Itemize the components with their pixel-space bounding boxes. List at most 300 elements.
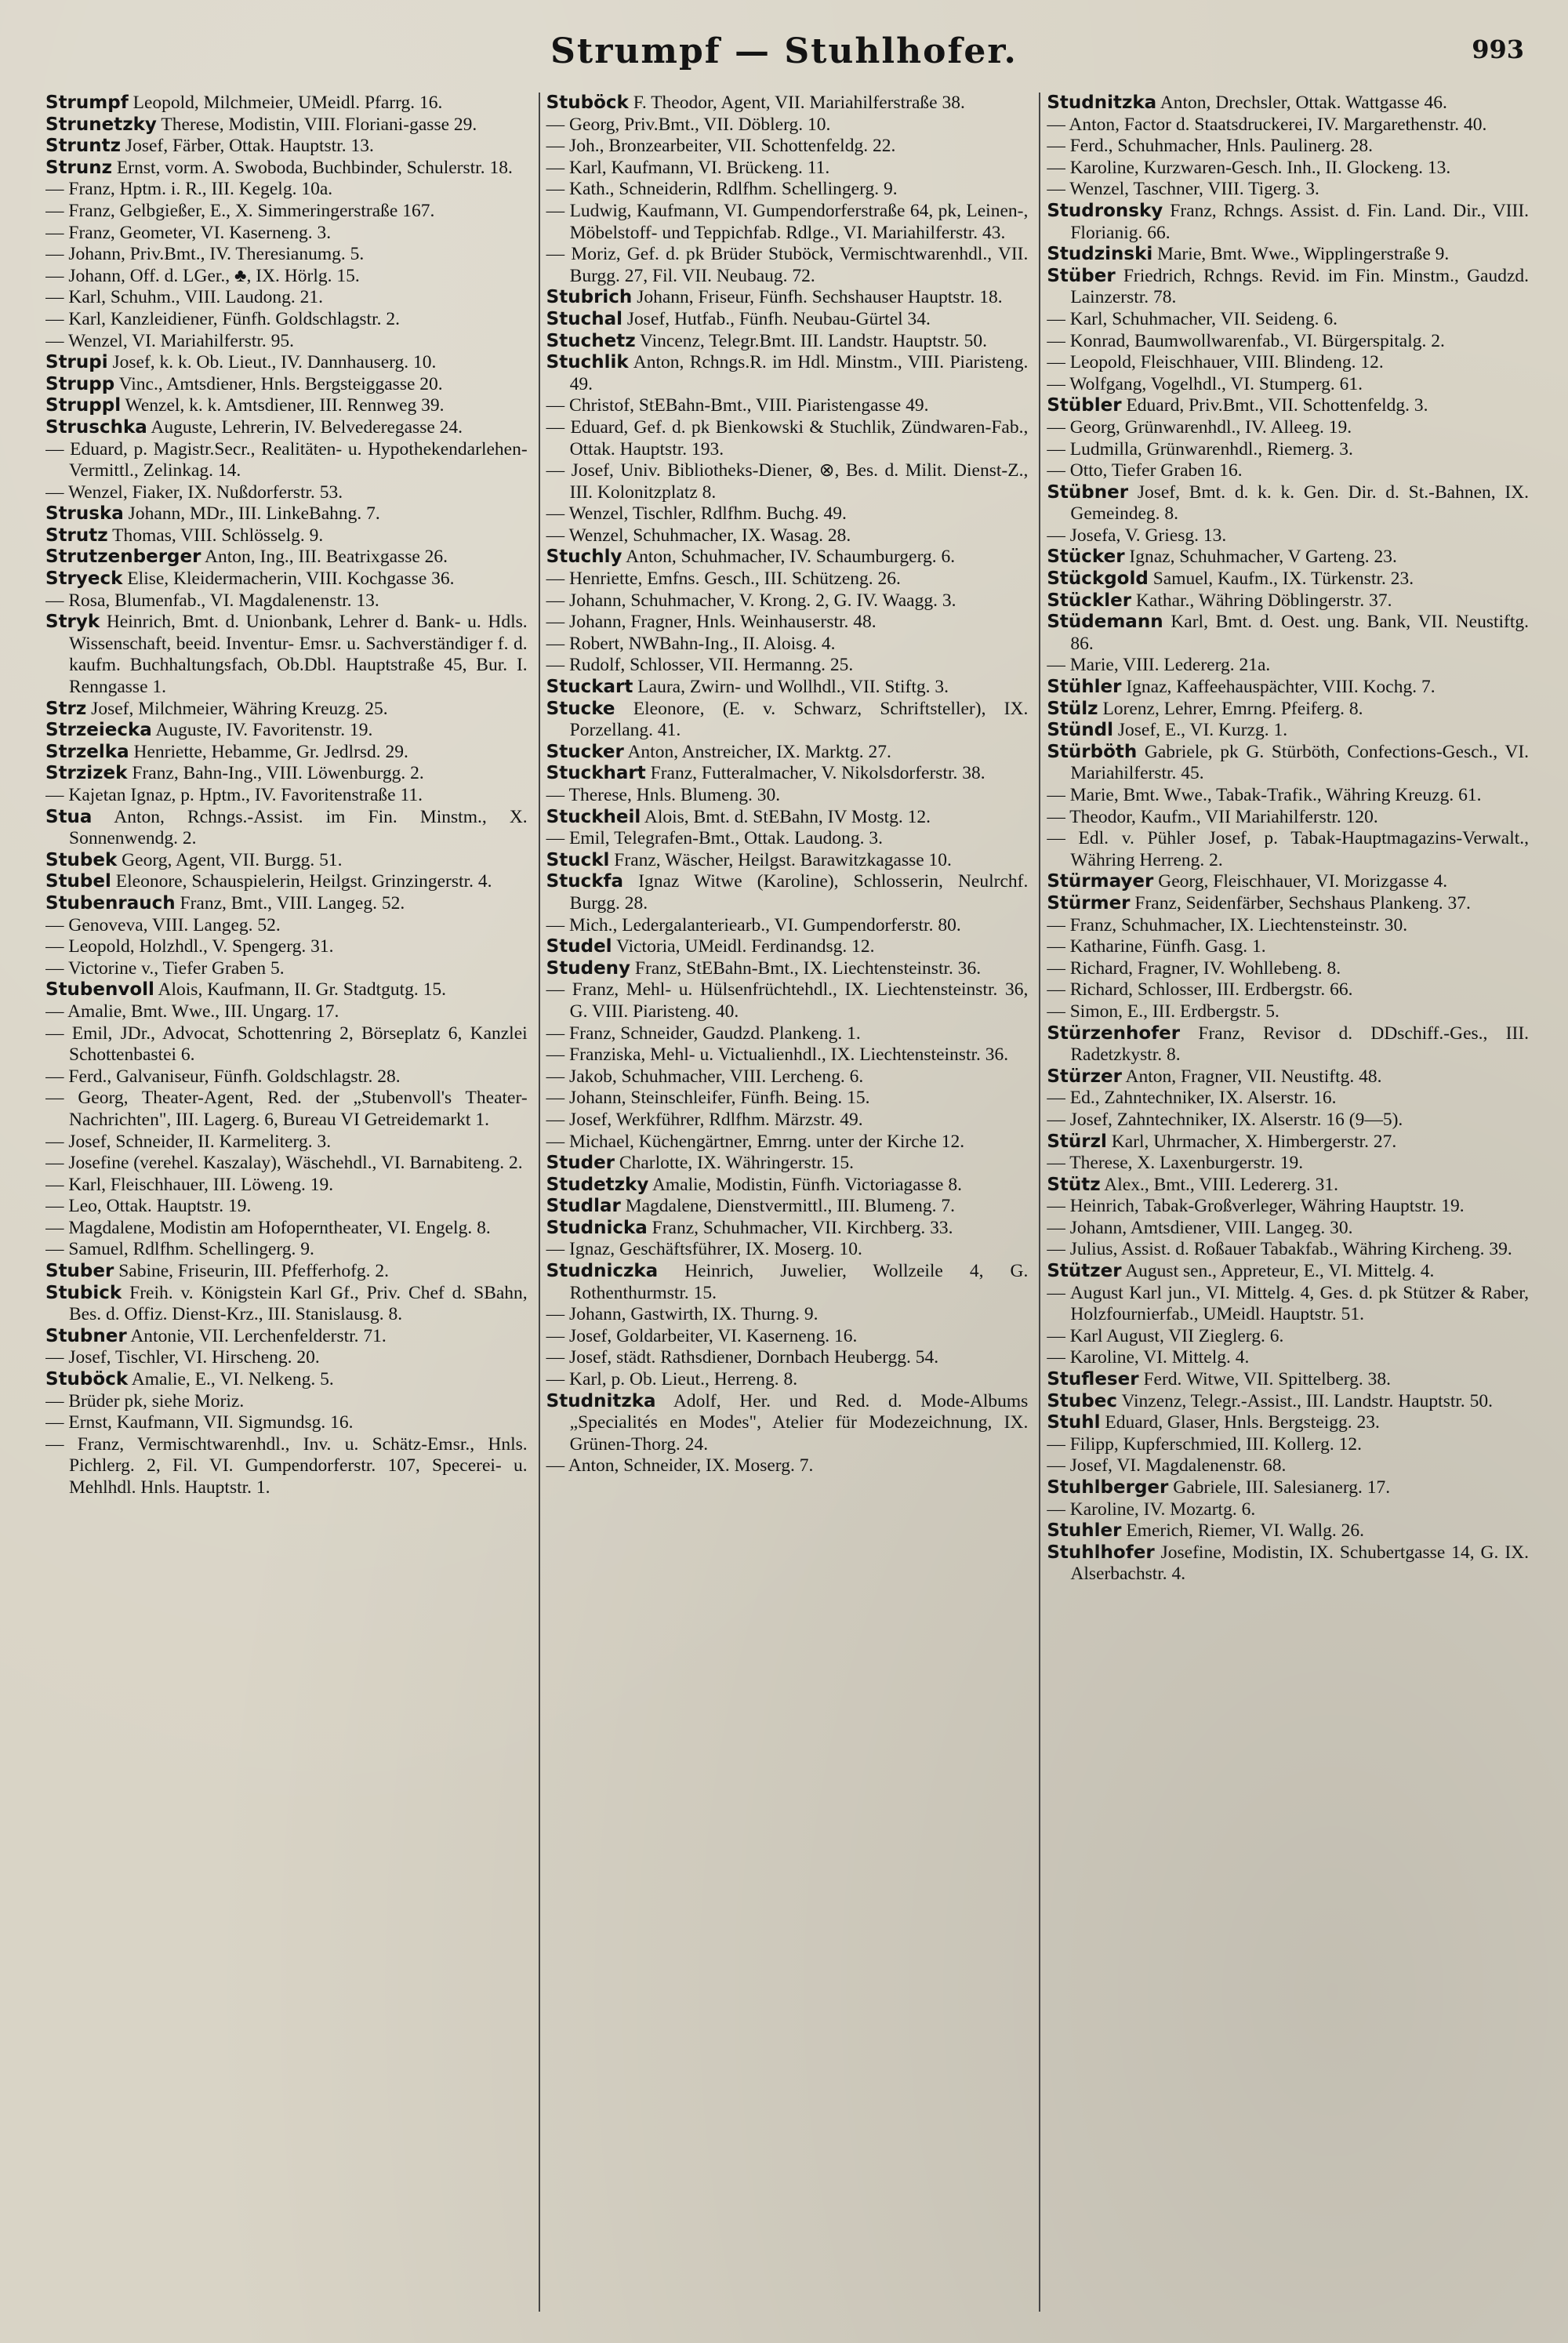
entry-surname: Stürmer: [1047, 892, 1131, 914]
directory-entry: [546, 807, 1029, 829]
directory-entry: [45, 1218, 528, 1240]
directory-entry: [45, 1434, 528, 1499]
entry-surname: Stückler: [1047, 590, 1132, 611]
entry-surname: Studronsky: [1047, 200, 1163, 221]
directory-entry: [546, 590, 1029, 612]
entry-details: — Filipp, Kupferschmied, III. Kollerg. 12.: [1047, 1433, 1362, 1455]
directory-entry: [546, 114, 1029, 136]
directory-entry: [546, 395, 1029, 417]
directory-entry: [1047, 1088, 1529, 1110]
entry-details: — Edl. v. Pühler Josef, p. Tabak-Hauptmagazins-Verwalt., Währing Herreng. 2.: [1047, 828, 1530, 870]
entry-details: Therese, Modistin, VIII. Floriani-gasse 29.: [161, 114, 477, 135]
entry-details: — Brüder pk, siehe Moriz.: [45, 1390, 245, 1411]
entry-details: — Josef, Goldarbeiter, VI. Kaserneng. 16.: [546, 1325, 858, 1346]
directory-entry: [45, 114, 528, 136]
directory-entry: [45, 936, 528, 958]
entry-details: — Franz, Vermischtwarenhdl., Inv. u. Schätz-Emsr., Hnls. Pichlerg. 2, Fil. VI. Gumpendorferstr. 107, Specerei- u. Mehlhdl. Hnls. Hauptstr. 1.: [45, 1433, 528, 1498]
directory-entry: [1047, 525, 1529, 547]
entry-surname: Stuchetz: [546, 330, 636, 351]
entry-details: Friedrich, Rchngs. Revid. im Fin. Minstm., Gaudzd. Lainzerstr. 78.: [1070, 265, 1530, 308]
directory-entry: [45, 1261, 528, 1283]
directory-entry: [45, 763, 528, 785]
entry-surname: Stuber: [45, 1261, 114, 1282]
entry-surname: Stücker: [1047, 547, 1125, 568]
entry-details: — Karl, p. Ob. Lieut., Herreng. 8.: [546, 1369, 798, 1390]
entry-details: Franz, Bahn-Ing., VIII. Löwenburgg. 2.: [132, 763, 424, 784]
entry-details: — Leopold, Fleischhauer, VIII. Blindeng. 12.: [1047, 352, 1384, 373]
page-header: [0, 31, 1568, 86]
entry-details: — Karoline, Kurzwaren-Gesch. Inh., II. Glockeng. 13.: [1047, 157, 1451, 178]
directory-entry: [1047, 893, 1529, 915]
entry-details: — Josef, Tischler, VI. Hirscheng. 20.: [45, 1347, 320, 1368]
entry-details: Lorenz, Lehrer, Emrng. Pfeiferg. 8.: [1102, 698, 1363, 719]
directory-entry: [45, 979, 528, 1001]
entry-details: — Josef, Schneider, II. Karmeliterg. 3.: [45, 1131, 332, 1152]
directory-entry: [45, 1283, 528, 1326]
entry-details: — Richard, Fragner, IV. Wohllebeng. 8.: [1047, 957, 1341, 979]
entry-details: Alois, Kaufmann, II. Gr. Stadtgutg. 15.: [158, 979, 447, 1001]
entry-details: Ignaz Witwe (Karoline), Schlosserin, Neulrchf. Burgg. 28.: [569, 871, 1029, 914]
entry-details: — Franz, Schneider, Gaudzd. Plankeng. 1.: [546, 1023, 861, 1044]
entry-surname: Strupi: [45, 352, 108, 373]
directory-entry: [1047, 677, 1529, 699]
entry-details: Heinrich, Juwelier, Wollzeile 4, G. Rothenthurmstr. 15.: [569, 1261, 1029, 1303]
directory-entry: [546, 93, 1029, 114]
entry-details: — Josef, Univ. Bibliotheks-Diener, ⊗, Bes. d. Milit. Dienst-Z., III. Kolonitzplatz 8.: [546, 460, 1029, 503]
entry-details: — Wenzel, Taschner, VIII. Tigerg. 3.: [1047, 179, 1319, 200]
entry-surname: Strutzenberger: [45, 547, 201, 568]
entry-details: Antonie, VII. Lerchenfelderstr. 71.: [130, 1325, 387, 1346]
directory-entry: [546, 525, 1029, 547]
directory-entry: [1047, 568, 1529, 590]
entry-details: — Ernst, Kaufmann, VII. Sigmundsg. 16.: [45, 1412, 354, 1433]
directory-entry: [546, 612, 1029, 634]
directory-entry: [45, 807, 528, 850]
entry-details: Josef, Bmt. d. k. k. Gen. Dir. d. St.-Bahnen, IX. Gemeindeg. 8.: [1070, 481, 1530, 525]
directory-entry: [546, 1218, 1029, 1240]
directory-entry: [1047, 1110, 1529, 1132]
directory-entry: [45, 1391, 528, 1413]
entry-details: — Ferd., Galvaniseur, Fünfh. Goldschlagstr. 28.: [45, 1066, 401, 1087]
directory-entry: [45, 525, 528, 547]
entry-surname: Studetzky: [546, 1174, 649, 1195]
entry-surname: Stuckart: [546, 677, 633, 698]
entry-details: — Henriette, Emfns. Gesch., III. Schützeng. 26.: [546, 568, 901, 590]
directory-entry: [546, 699, 1029, 742]
directory-entry: [45, 395, 528, 417]
directory-entry: [1047, 114, 1529, 136]
directory-entry: [1047, 699, 1529, 721]
directory-entry: [45, 590, 528, 612]
directory-entry: [1047, 785, 1529, 807]
directory-entry: [1047, 1218, 1529, 1240]
directory-entry: [45, 720, 528, 742]
entry-details: — Therese, X. Laxenburgerstr. 19.: [1047, 1153, 1304, 1174]
entry-details: — Josef, Werkführer, Rdlfhm. Märzstr. 49.: [546, 1109, 863, 1130]
entry-details: Josef, k. k. Ob. Lieut., IV. Dannhauserg. 10.: [112, 352, 437, 373]
entry-surname: Strunz: [45, 157, 113, 178]
entry-surname: Strz: [45, 698, 87, 719]
entry-details: Josef, Milchmeier, Währing Kreuzg. 25.: [91, 698, 388, 719]
entry-details: Ernst, vorm. A. Swoboda, Buchbinder, Schulerstr. 18.: [116, 157, 513, 178]
directory-entry: [1047, 1391, 1529, 1413]
entry-details: Emerich, Riemer, VI. Wallg. 26.: [1126, 1520, 1365, 1542]
entry-details: — Josefine (verehel. Kaszalay), Wäschehdl., VI. Barnabiteng. 2.: [45, 1153, 523, 1174]
directory-entry: [1047, 1434, 1529, 1456]
entry-details: — Kajetan Ignaz, p. Hptm., IV. Favoritenstraße 11.: [45, 785, 423, 805]
page-number: 993: [1472, 35, 1524, 64]
directory-entry: [45, 1326, 528, 1348]
entry-details: — Ludwig, Kaufmann, VI. Gumpendorferstraße 64, pk, Leinen-, Möbelstoff- und Teppichfab. Rdlge., VI. Mariahilferstr. 43.: [546, 200, 1029, 243]
entry-surname: Stülz: [1047, 698, 1098, 719]
entry-surname: Stua: [45, 806, 93, 827]
directory-entry: [546, 1239, 1029, 1261]
directory-entry: [45, 201, 528, 223]
directory-entry: [546, 136, 1029, 158]
entry-details: — Richard, Schlosser, III. Erdbergstr. 66.: [1047, 979, 1353, 1001]
directory-entry: [1047, 590, 1529, 612]
entry-details: — Magdalene, Modistin am Hofoperntheater, VI. Engelg. 8.: [45, 1217, 491, 1238]
entry-details: — Genoveva, VIII. Langeg. 52.: [45, 914, 281, 935]
entry-details: Vincenz, Telegr.Bmt. III. Landstr. Hauptstr. 50.: [640, 330, 987, 351]
directory-entry: [546, 1304, 1029, 1326]
entry-details: — Franz, Geometer, VI. Kaserneng. 3.: [45, 222, 332, 243]
directory-entry: [45, 136, 528, 158]
entry-surname: Stuhl: [1047, 1412, 1101, 1433]
directory-entry: [1047, 1023, 1529, 1066]
entry-details: Johann, Friseur, Fünfh. Sechshauser Hauptstr. 18.: [637, 287, 1003, 308]
directory-entry: [1047, 936, 1529, 958]
entry-details: Anton, Schuhmacher, IV. Schaumburgerg. 6.: [626, 547, 956, 568]
entry-details: — Rosa, Blumenfab., VI. Magdalenenstr. 13.: [45, 590, 379, 611]
entry-details: — Victorine v., Tiefer Graben 5.: [45, 957, 285, 979]
entry-details: Kathar., Währing Döblingerstr. 37.: [1135, 590, 1392, 611]
directory-entry: [1047, 1066, 1529, 1088]
entry-surname: Stubner: [45, 1325, 127, 1346]
directory-entry: [1047, 1239, 1529, 1261]
directory-entry: [45, 417, 528, 439]
directory-entry: [45, 1369, 528, 1391]
entry-details: — Karl, Kanzleidiener, Fünfh. Goldschlagstr. 2.: [45, 308, 400, 329]
entry-details: Franz, Wäscher, Heilgst. Barawitzkagasse 10.: [614, 849, 952, 870]
entry-surname: Struschka: [45, 416, 147, 438]
entry-details: Anton, Drechsler, Ottak. Wattgasse 46.: [1160, 93, 1447, 113]
directory-entry: [45, 1132, 528, 1153]
entry-details: Franz, Seidenfärber, Sechshaus Plankeng. 37.: [1134, 892, 1471, 914]
directory-entry: [45, 1088, 528, 1131]
entry-surname: Strutz: [45, 525, 108, 546]
directory-entry: [45, 266, 528, 288]
entry-surname: Strzizek: [45, 763, 128, 784]
directory-entry: [45, 93, 528, 114]
entry-details: — Franz, Hptm. i. R., III. Kegelg. 10a.: [45, 179, 333, 200]
entry-details: — Samuel, Rdlfhm. Schellingerg. 9.: [45, 1239, 314, 1260]
entry-details: Vinc., Amtsdiener, Hnls. Bergsteiggasse 20.: [118, 373, 443, 394]
entry-surname: Stubek: [45, 849, 118, 870]
entry-details: Franz, Bmt., VIII. Langeg. 52.: [180, 892, 405, 914]
page-title: Strumpf — Stuhlhofer.: [550, 31, 1018, 71]
directory-entry: [546, 958, 1029, 980]
entry-surname: Stucke: [546, 698, 615, 719]
directory-entry: [1047, 1326, 1529, 1348]
directory-entry: [45, 958, 528, 980]
directory-entry: [546, 828, 1029, 850]
directory-entry: [1047, 179, 1529, 201]
directory-entry: [546, 915, 1029, 937]
directory-entry: [1047, 266, 1529, 309]
entry-surname: Stürzenhofer: [1047, 1023, 1181, 1044]
entry-details: — Leo, Ottak. Hauptstr. 19.: [45, 1196, 252, 1217]
column-1: [45, 93, 528, 2312]
entry-details: — Eduard, p. Magistr.Secr., Realitäten- u. Hypothekendarlehen-Vermittl., Zelinkag. 14.: [45, 438, 528, 481]
entry-surname: Stuckfa: [546, 871, 624, 892]
directory-entry: [45, 568, 528, 590]
directory-entry: [1047, 979, 1529, 1001]
entry-details: — Anton, Factor d. Staatsdruckerei, IV. Margarethenstr. 40.: [1047, 114, 1487, 135]
directory-entry: [546, 331, 1029, 353]
entry-details: — Josef, VI. Magdalenenstr. 68.: [1047, 1455, 1287, 1477]
entry-surname: Stuböck: [546, 93, 629, 113]
entry-details: Josefine, Modistin, IX. Schubertgasse 14, G. IX. Alserbachstr. 4.: [1070, 1542, 1530, 1585]
directory-entry: [546, 677, 1029, 699]
entry-details: Leopold, Milchmeier, UMeidl. Pfarrg. 16.: [132, 93, 443, 113]
directory-entry: [1047, 871, 1529, 893]
directory-entry: [546, 1132, 1029, 1153]
directory-entry: [546, 1369, 1029, 1391]
directory-entry: [546, 1391, 1029, 1456]
entry-surname: Strumpf: [45, 93, 129, 113]
directory-entry: [546, 352, 1029, 395]
directory-entry: [45, 850, 528, 872]
entry-details: — Jakob, Schuhmacher, VIII. Lercheng. 6.: [546, 1066, 864, 1087]
directory-entry: [45, 547, 528, 568]
entry-details: — Karl, Kaufmann, VI. Brückeng. 11.: [546, 157, 830, 178]
directory-entry: [546, 1326, 1029, 1348]
directory-entry: [1047, 828, 1529, 871]
directory-entry: [45, 503, 528, 525]
entry-surname: Stryeck: [45, 568, 123, 590]
entry-details: — Michael, Küchengärtner, Emrng. unter der Kirche 12.: [546, 1131, 965, 1152]
directory-entry: [1047, 1542, 1529, 1586]
entry-details: Eleonore, Schauspielerin, Heilgst. Grinzingerstr. 4.: [115, 871, 492, 892]
entry-surname: Stützer: [1047, 1261, 1122, 1282]
entry-surname: Stürzer: [1047, 1066, 1122, 1087]
entry-surname: Stubec: [1047, 1390, 1117, 1411]
directory-entry: [1047, 1132, 1529, 1153]
directory-entry: [45, 871, 528, 893]
entry-details: Josef, Hutfab., Fünfh. Neubau-Gürtel 34.: [626, 308, 931, 329]
directory-entry: [546, 742, 1029, 764]
entry-details: Eduard, Priv.Bmt., VII. Schottenfeldg. 3.: [1126, 395, 1428, 416]
entry-details: Johann, MDr., III. LinkeBahng. 7.: [128, 503, 380, 525]
directory-entry: [1047, 374, 1529, 396]
entry-details: — Johann, Fragner, Hnls. Weinhauserstr. 48.: [546, 612, 877, 633]
entry-details: — Rudolf, Schlosser, VII. Hermanng. 25.: [546, 655, 854, 676]
entry-surname: Struppl: [45, 395, 122, 416]
entry-details: — Johann, Schuhmacher, V. Krong. 2, G. IV. Waagg. 3.: [546, 590, 956, 611]
entry-details: — Georg, Theater-Agent, Red. der „Stubenvoll's Theater-Nachrichten", III. Lagerg. 6, Bureau VI Getreidemarkt 1.: [45, 1088, 528, 1130]
entry-surname: Strupp: [45, 373, 115, 394]
entry-surname: Stuckl: [546, 849, 610, 870]
entry-details: Auguste, IV. Favoritenstr. 19.: [155, 720, 373, 741]
directory-entry: [45, 439, 528, 482]
entry-surname: Stuchal: [546, 308, 623, 329]
directory-entry: [1047, 915, 1529, 937]
entry-details: Charlotte, IX. Währingerstr. 15.: [619, 1153, 855, 1174]
entry-surname: Stühler: [1047, 677, 1122, 698]
entry-details: Franz, Futteralmacher, V. Nikolsdorferstr. 38.: [650, 763, 985, 784]
entry-surname: Stucker: [546, 741, 624, 762]
entry-details: — Karl, Schuhm., VIII. Laudong. 21.: [45, 287, 323, 308]
entry-details: — Franziska, Mehl- u. Victualienhdl., IX. Liechtensteinstr. 36.: [546, 1044, 1009, 1066]
entry-details: — Otto, Tiefer Graben 16.: [1047, 460, 1243, 481]
entry-details: Ferd. Witwe, VII. Spittelberg. 38.: [1143, 1369, 1392, 1390]
entry-details: Anton, Ing., III. Beatrixgasse 26.: [205, 547, 448, 568]
directory-entry: [1047, 958, 1529, 980]
entry-details: — Ignaz, Geschäftsführer, IX. Moserg. 10.: [546, 1239, 862, 1260]
entry-details: Josef, Färber, Ottak. Hauptstr. 13.: [125, 136, 374, 157]
entry-surname: Stütz: [1047, 1174, 1101, 1195]
entry-details: — Johann, Gastwirth, IX. Thurng. 9.: [546, 1304, 818, 1325]
entry-details: — Wenzel, Schuhmacher, IX. Wasag. 28.: [546, 525, 851, 546]
directory-columns: [45, 93, 1529, 2312]
directory-entry: [1047, 720, 1529, 742]
entry-details: — Simon, E., III. Erdbergstr. 5.: [1047, 1001, 1279, 1022]
entry-details: — Johann, Off. d. LGer., ♣, IX. Hörlg. 15.: [45, 265, 360, 286]
directory-entry: [546, 460, 1029, 503]
entry-details: — Mich., Ledergalanteriearb., VI. Gumpendorferstr. 80.: [546, 914, 961, 935]
entry-surname: Stückgold: [1047, 568, 1149, 590]
entry-details: — Anton, Schneider, IX. Moserg. 7.: [546, 1455, 814, 1477]
directory-entry: [546, 309, 1029, 331]
directory-entry: [546, 936, 1029, 958]
directory-entry: [1047, 1455, 1529, 1477]
entry-details: Freih. v. Königstein Karl Gf., Priv. Chef d. SBahn, Bes. d. Offiz. Dienst-Krz., III. Stanislausg. 8.: [69, 1282, 528, 1325]
directory-entry: [45, 1001, 528, 1023]
entry-surname: Struntz: [45, 136, 122, 157]
directory-entry: [546, 1347, 1029, 1369]
entry-details: Sabine, Friseurin, III. Pfefferhofg. 2.: [118, 1261, 390, 1282]
directory-entry: [546, 1023, 1029, 1045]
entry-surname: Stubenrauch: [45, 892, 176, 914]
directory-entry: [45, 374, 528, 396]
entry-surname: Stuhlhofer: [1047, 1542, 1155, 1563]
directory-entry: [1047, 482, 1529, 525]
directory-entry: [1047, 244, 1529, 266]
directory-entry: [546, 244, 1029, 287]
directory-entry: [546, 179, 1029, 201]
entry-details: — Ludmilla, Grünwarenhdl., Riemerg. 3.: [1047, 438, 1353, 460]
entry-details: — Karoline, VI. Mittelg. 4.: [1047, 1347, 1250, 1368]
entry-details: — Johann, Amtsdiener, VIII. Langeg. 30.: [1047, 1217, 1353, 1238]
entry-surname: Studeny: [546, 957, 631, 979]
entry-details: Henriette, Hebamme, Gr. Jedlrsd. 29.: [133, 741, 408, 762]
directory-entry: [1047, 1283, 1529, 1326]
directory-entry: [546, 158, 1029, 180]
entry-surname: Stuhler: [1047, 1520, 1122, 1542]
entry-details: Alois, Bmt. d. StEBahn, IV Mostg. 12.: [644, 806, 931, 827]
directory-entry: [546, 1044, 1029, 1066]
directory-entry: [1047, 395, 1529, 417]
directory-entry: [546, 1088, 1029, 1110]
directory-entry: [546, 1196, 1029, 1218]
directory-entry: [1047, 807, 1529, 829]
entry-details: Adolf, Her. und Red. d. Mode-Albums „Specialités en Modes", Atelier für Modezeichnung, IX. Grünen-Thorg. 24.: [569, 1390, 1029, 1455]
directory-entry: [45, 158, 528, 180]
directory-entry: [45, 352, 528, 374]
directory-entry: [1047, 460, 1529, 482]
directory-entry: [546, 201, 1029, 244]
entry-details: — Katharine, Fünfh. Gasg. 1.: [1047, 936, 1266, 957]
entry-details: Franz, Revisor d. DDschiff.-Ges., III. Radetzkystr. 8.: [1070, 1023, 1530, 1066]
directory-entry: [1047, 439, 1529, 461]
directory-entry: [1047, 1520, 1529, 1542]
entry-details: Wenzel, k. k. Amtsdiener, III. Rennweg 39.: [125, 395, 445, 416]
entry-surname: Studnitzka: [1047, 93, 1157, 113]
entry-details: — Karl, Fleischhauer, III. Löweng. 19.: [45, 1174, 334, 1195]
column-3: [1039, 93, 1529, 2312]
directory-entry: [546, 634, 1029, 656]
entry-details: Anton, Rchngs.R. im Hdl. Minstm., VIII. Piaristeng. 49.: [569, 352, 1029, 394]
entry-details: — Karoline, IV. Mozartg. 6.: [1047, 1498, 1256, 1520]
directory-entry: [1047, 1153, 1529, 1175]
entry-details: Franz, Schuhmacher, VII. Kirchberg. 33.: [652, 1217, 953, 1238]
directory-entry: [1047, 309, 1529, 331]
entry-details: — Julius, Assist. d. Roßauer Tabakfab., Währing Kircheng. 39.: [1047, 1239, 1512, 1260]
entry-details: — Emil, Telegrafen-Bmt., Ottak. Laudong. 3.: [546, 828, 883, 849]
entry-details: Franz, Rchngs. Assist. d. Fin. Land. Dir., VIII. Florianig. 66.: [1070, 200, 1530, 243]
entry-surname: Stürmayer: [1047, 871, 1154, 892]
directory-entry: [1047, 547, 1529, 568]
directory-entry: [546, 1261, 1029, 1304]
entry-details: — Marie, VIII. Ledererg. 21a.: [1047, 655, 1271, 676]
entry-details: Ignaz, Schuhmacher, V Garteng. 23.: [1129, 547, 1397, 568]
directory-entry: [45, 785, 528, 807]
entry-details: Anton, Rchngs.-Assist. im Fin. Minstm., X. Sonnenwendg. 2.: [69, 806, 528, 849]
directory-entry: [45, 915, 528, 937]
entry-details: — Georg, Priv.Bmt., VII. Döblerg. 10.: [546, 114, 831, 135]
entry-details: — Franz, Mehl- u. Hülsenfrüchtehdl., IX. Liechtensteinstr. 36, G. VIII. Piaristeng. 40.: [546, 979, 1029, 1022]
directory-entry: [546, 1153, 1029, 1175]
directory-entry: [546, 655, 1029, 677]
entry-surname: Stuböck: [45, 1369, 129, 1390]
entry-details: — Kath., Schneiderin, Rdlfhm. Schellingerg. 9.: [546, 179, 898, 200]
directory-entry: [1047, 1196, 1529, 1218]
entry-surname: Strzeiecka: [45, 720, 152, 741]
directory-entry: [1047, 93, 1529, 114]
entry-details: Georg, Agent, VII. Burgg. 51.: [122, 849, 343, 870]
entry-details: — Johann, Priv.Bmt., IV. Theresianumg. 5.: [45, 244, 365, 265]
entry-surname: Struska: [45, 503, 124, 525]
entry-details: — August Karl jun., VI. Mittelg. 4, Ges. d. pk Stützer & Raber, Holzfournierfab., UMeidl. Hauptstr. 51.: [1047, 1282, 1530, 1325]
entry-surname: Studer: [546, 1153, 615, 1174]
directory-entry: [45, 1175, 528, 1197]
directory-entry: [546, 1455, 1029, 1477]
entry-details: — Theodor, Kaufm., VII Mariahilferstr. 120.: [1047, 806, 1378, 827]
entry-surname: Stüdemann: [1047, 612, 1163, 633]
entry-details: — Franz, Schuhmacher, IX. Liechtensteinstr. 30.: [1047, 914, 1408, 935]
directory-entry: [45, 742, 528, 764]
entry-surname: Studlar: [546, 1196, 621, 1217]
column-2: [539, 93, 1029, 2312]
directory-entry: [1047, 742, 1529, 785]
directory-entry: [546, 785, 1029, 807]
entry-surname: Stubick: [45, 1282, 122, 1303]
entry-details: Anton, Anstreicher, IX. Marktg. 27.: [627, 741, 891, 762]
directory-entry: [1047, 201, 1529, 244]
directory-entry: [1047, 655, 1529, 677]
entry-details: Georg, Fleischhauer, VI. Morizgasse 4.: [1158, 871, 1448, 892]
